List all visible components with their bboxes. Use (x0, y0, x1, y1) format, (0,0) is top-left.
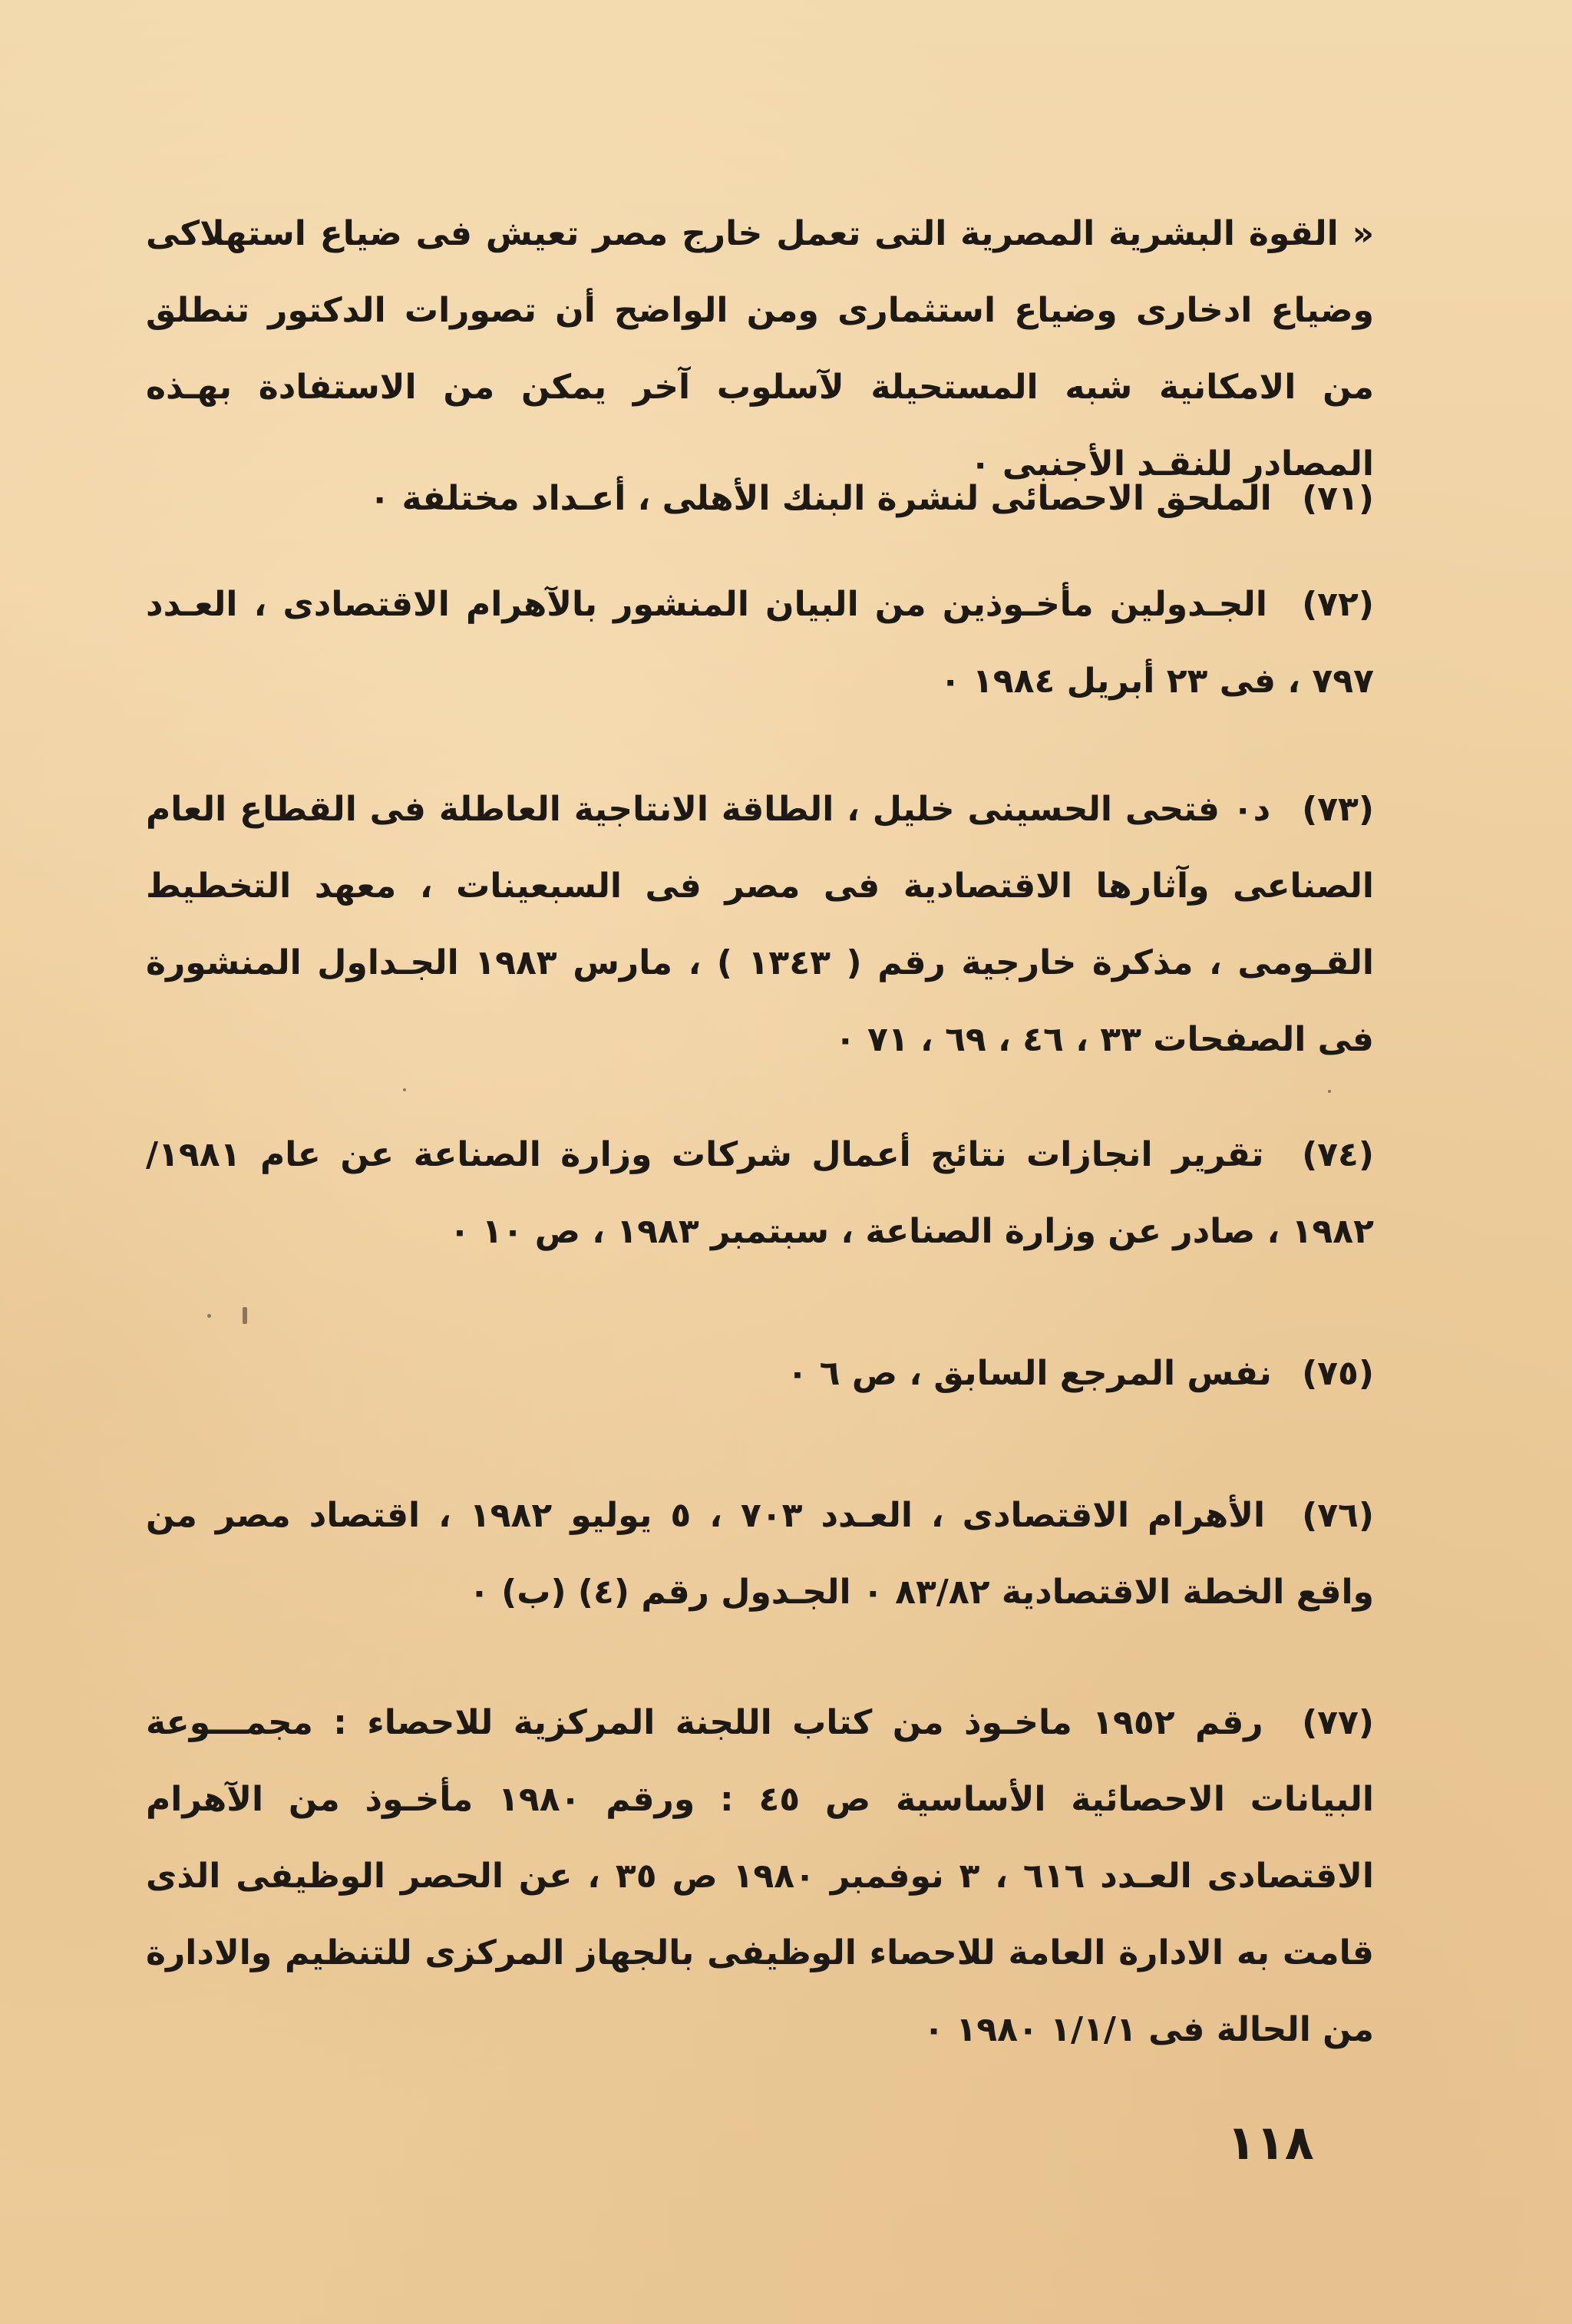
footnote-text: تقرير انجازات نتائج أعمال شركات وزارة الصناعة عن عام ١٩٨١/ ١٩٨٢ ، صادر عن وزارة الصناعة ، سبتمبر ١٩٨٣ ، ص ١٠ ٠ (146, 1135, 1374, 1251)
footnote-76 (146, 1477, 1374, 1631)
footnote-number: (٧٦) (1302, 1496, 1375, 1535)
footnote-text: رقم ١٩٥٢ ماخـوذ من كتاب اللجنة المركزية للاحصاء : مجمـــوعة البيانات الاحصائية الأساسية ص ٤٥ : ورقم ١٩٨٠ مأخـوذ من الآهرام الاقتصادى العـدد ٦١٦ ، ٣ نوفمبر ١٩٨٠ ص ٣٥ ، عن الحصر الوظيفى الذى قامت به الادارة العامة للاحصاء الوظيفى بالجهاز المركزى للتنظيم والادارة من الحالة فى ١/١/١ ١٩٨٠ ٠ (146, 1703, 1375, 2049)
footnote-74 (146, 1117, 1374, 1270)
footnote-number: (٧٢) (1302, 585, 1374, 624)
intro-text: « القوة البشرية المصرية التى تعمل خارج مصر تعيش فى ضياع استهلاكى وضياع ادخارى وضياع استثمارى ومن الواضح أن تصورات الدكتور تنطلق من الامكانية شبه المستحيلة لآسلوب آخر يمكن من الاستفادة بهـذه المصادر للنقـد الأجنبى ٠ (146, 214, 1374, 484)
footnote-number: (٧١) (1302, 479, 1374, 518)
page-number: ١١٨ (1227, 2114, 1314, 2170)
footnote-75 (146, 1335, 1374, 1412)
paper-speck (1328, 1090, 1331, 1093)
paper-speck (243, 1307, 247, 1324)
footnote-71 (146, 461, 1374, 537)
footnote-text: نفس المرجع السابق ، ص ٦ ٠ (787, 1354, 1272, 1393)
footnote-text: الأهرام الاقتصادى ، العـدد ٧٠٣ ، ٥ يوليو ١٩٨٢ ، اقتصاد مصر من واقع الخطة الاقتصادية ٨٣/٨٢ ٠ الجـدول رقم (٤) (ب) ٠ (146, 1496, 1374, 1612)
footnote-number: (٧٥) (1302, 1354, 1374, 1393)
paper-speck (207, 1314, 211, 1318)
footnote-number: (٧٧) (1302, 1703, 1374, 1742)
footnote-number: (٧٣) (1302, 790, 1375, 829)
footnote-text: الجـدولين مأخـوذين من البيان المنشور بالآهرام الاقتصادى ، العـدد ٧٩٧ ، فى ٢٣ أبريل ١٩٨٤ ٠ (146, 585, 1374, 701)
footnote-72 (146, 566, 1374, 720)
footnote-77 (146, 1685, 1374, 2068)
footnote-text: د٠ فتحى الحسينى خليل ، الطاقة الانتاجية العاطلة فى القطاع العام الصناعى وآثارها الاقتصادية فى مصر فى السبعينات ، معهد التخطيط القـومى ، مذكرة خارجية رقم ( ١٣٤٣ ) ، مارس ١٩٨٣ الجـداول المنشورة فى الصفحات ٣٣ ، ٤٦ ، ٦٩ ، ٧١ ٠ (146, 790, 1374, 1059)
intro-paragraph (146, 196, 1374, 503)
footnote-number: (٧٤) (1302, 1135, 1374, 1174)
paper-speck (403, 1088, 406, 1091)
footnote-text: الملحق الاحصائى لنشرة البنك الأهلى ، أعـداد مختلفة ٠ (369, 479, 1272, 518)
footnote-73 (146, 771, 1374, 1078)
